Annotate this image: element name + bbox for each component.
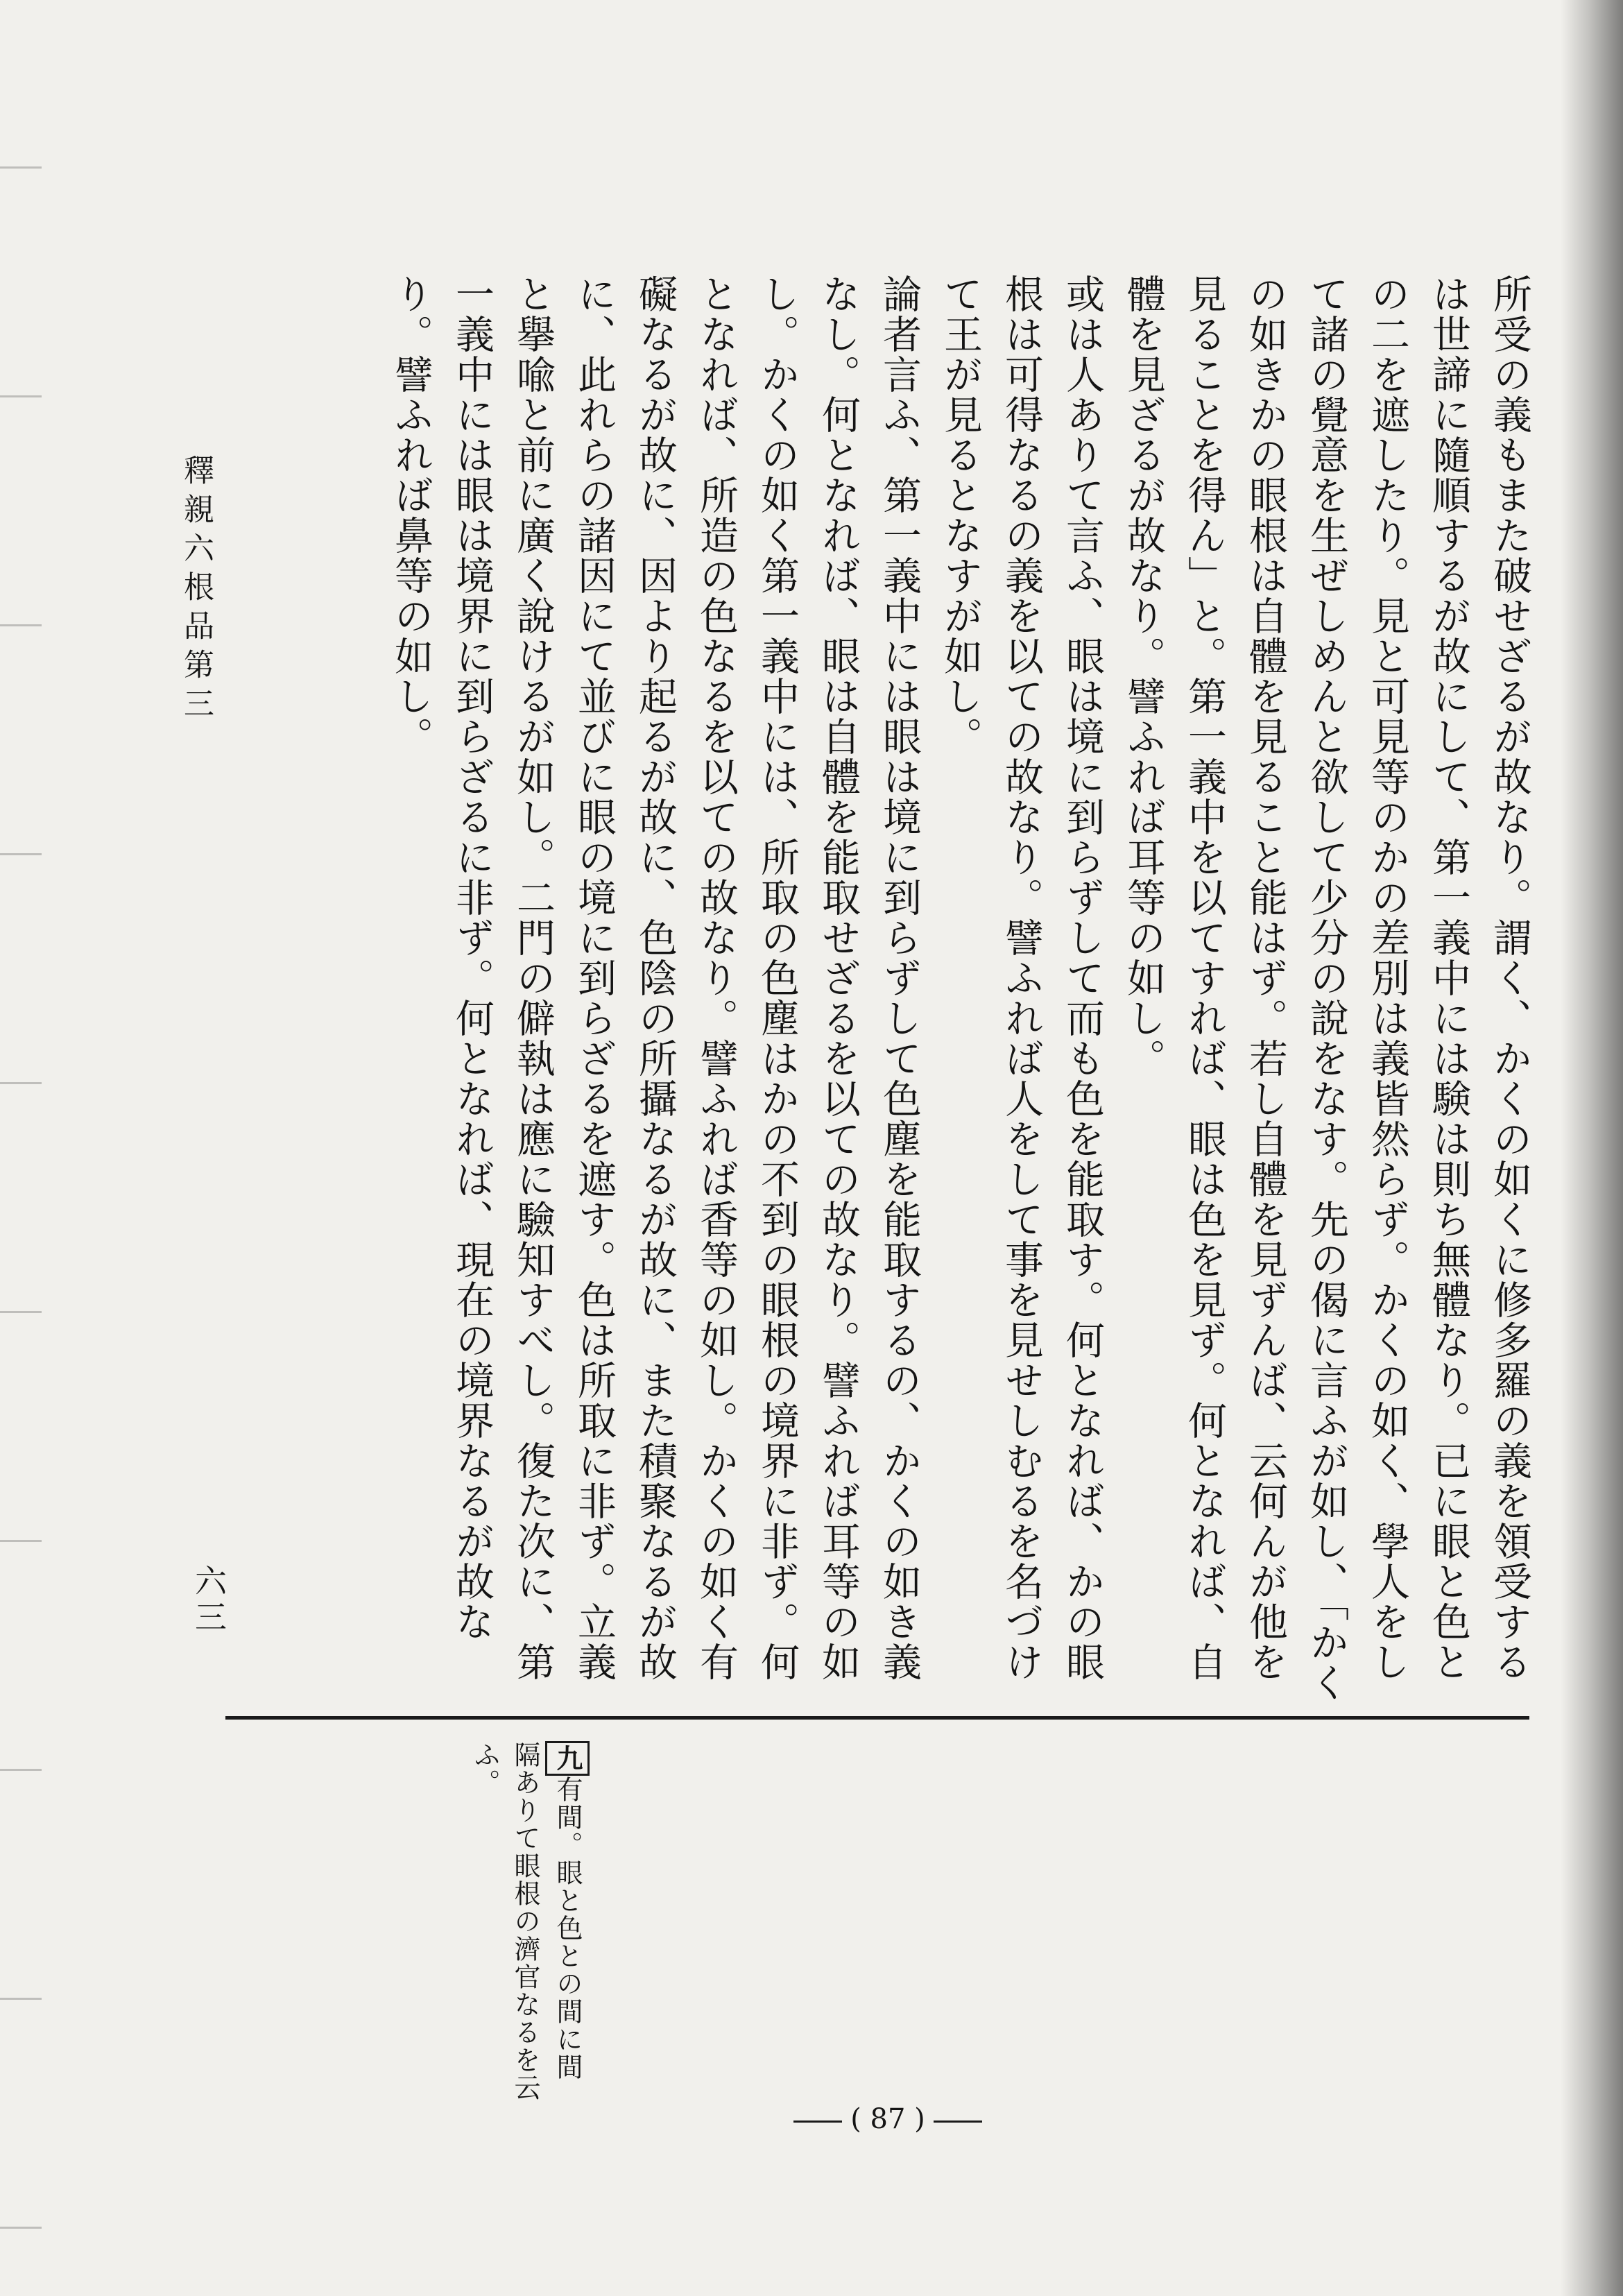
footnote-text: 有間。眼と色との間に間隔ありて眼根の濟官なるを云ふ。 [470,1741,583,2102]
running-header-page-number: 六三 [190,1564,227,1636]
scan-edge-marks [0,0,42,2296]
folio-number: ( 87 ) [850,2103,925,2135]
folio-dash-left [793,2121,842,2123]
footnote [430,1741,590,2102]
main-body-text [375,274,1540,1706]
paragraph-2: 或は人ありて言ふ、眼は境に到らずして而も色を能取す。何となれば、かの眼根は可得なるの義を以ての故なり。譬ふれば人をして事を見せしむるを名づけて王が見るとなすが如し。 [938,274,1105,1682]
running-header-title: 釋親六根品第三 [178,454,214,726]
paragraph-3: 論者言ふ、第一義中には眼は境に到らずして色塵を能取するの、かくの如き義なし。何となれば、眼は自體を能取せざるを以ての故なり。譬ふれば耳等の如し。かくの如く第一義中には、所取の色塵はかの不到の眼根の境界に非ず。何となれば、所造の色なるを以ての故なり。譬ふれば香等の如し。かくの如く有礙なるが故に、因より起るが故に、色陰の所攝なるが故に、また積聚なるが故に、此れらの諸因にて並びに眼の境に到らざるを遮す。色は所取に非ず。立義と擧喩と前に廣く說けるが如し。二門の僻執は應に驗知すべし。復た次に、第一義中には眼は境界に到らざるに非ず。何となれば、現在の境界なるが故なり。譬ふれば鼻等の如し。 [388,274,922,1682]
footnote-divider [225,1716,1529,1720]
paragraph-4 [375,274,380,1706]
page-folio [784,2098,992,2140]
footnote-marker: 九 [545,1741,590,1776]
scan-binding-shadow [1561,0,1623,2296]
folio-dash-right [934,2121,982,2123]
paragraph-1: 所受の義もまた破せざるが故なり。謂く、かくの如くに修多羅の義を領受するは世諦に隨順するが故にして、第一義中には験は則ち無體なり。已に眼と色との二を遮したり。見と可見等のかの差別は義皆然らず。かくの如く、學人をして諸の覺意を生ぜしめんと欲して少分の說をなす。先の偈に言ふが如し、「かくの如きかの眼根は自體を見ること能はず。若し自體を見ずんば、云何んが他を見ることを得ん」と。第一義中を以てすれば、眼は色を見ず。何となれば、自體を見ざるが故なり。譬ふれば耳等の如し。 [1121,274,1532,1703]
